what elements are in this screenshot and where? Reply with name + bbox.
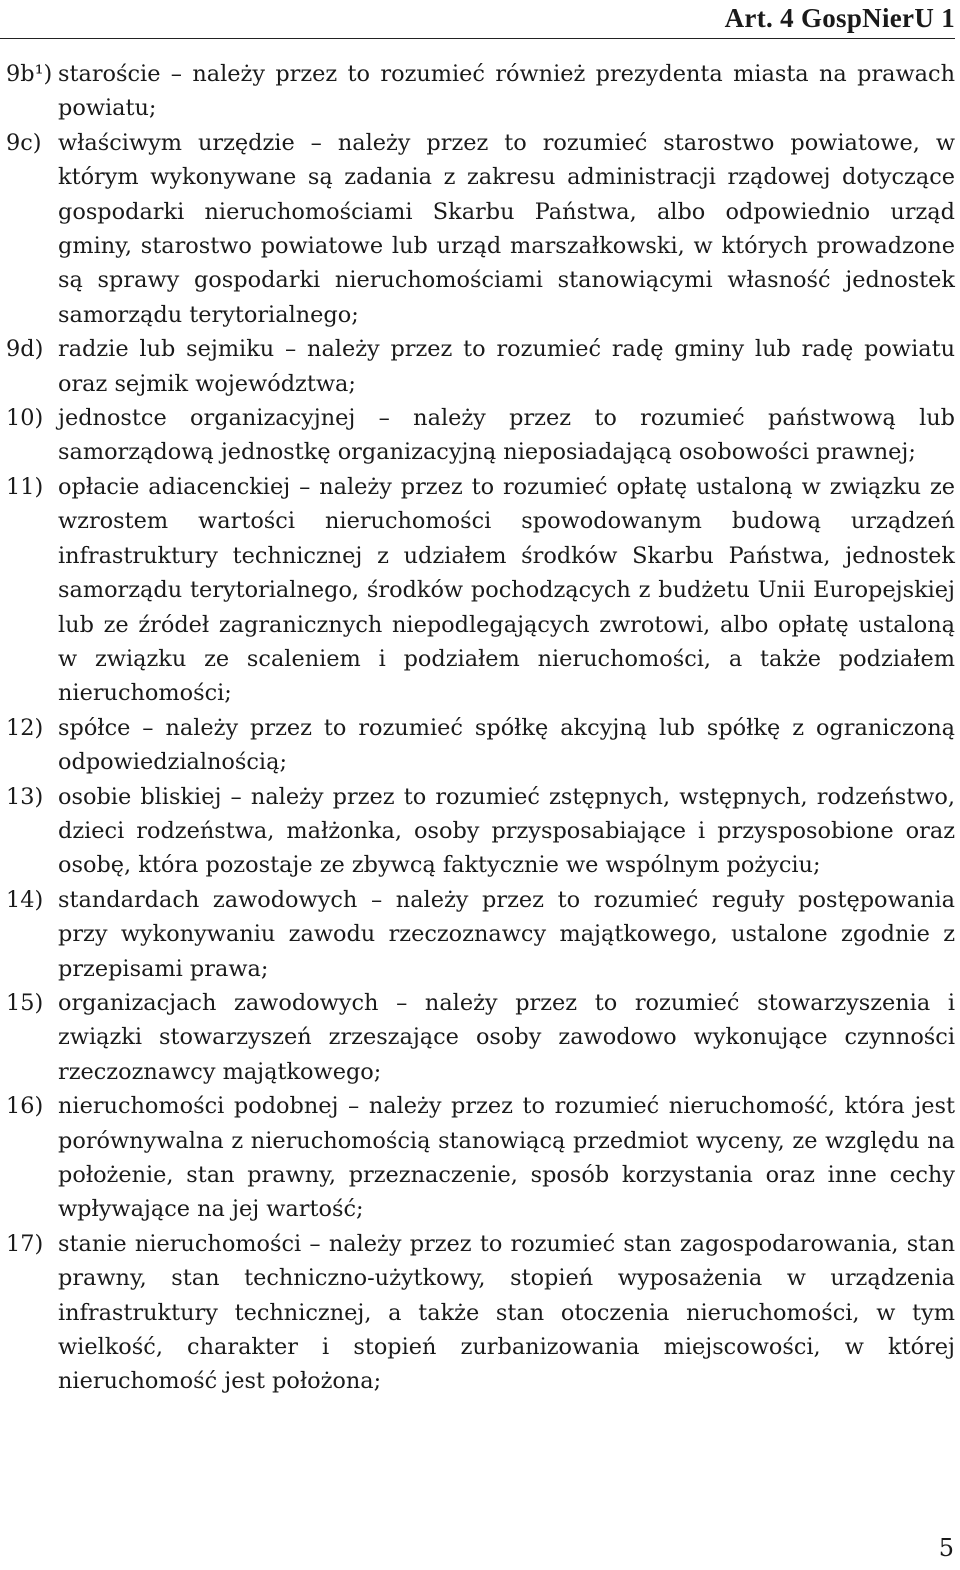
definition-number: 9c) [6, 129, 42, 156]
page-header-title: Art. 4 GospNierU 1 [724, 3, 955, 33]
definition-item [0, 126, 955, 332]
definition-text: nieruchomości podobnej – należy przez to rozumieć nieruchomość, która jest porównywalna z nieruchomością stanowiącą przedmiot wyceny, ze względu na położenie, stan prawny, przeznaczenie, sposób korzystania oraz inne cechy wpływające na jej wartość; [58, 1093, 955, 1223]
definition-text: staroście – należy przez to rozumieć również prezydenta miasta na prawach powiatu; [58, 61, 955, 122]
definition-text: stanie nieruchomości – należy przez to rozumieć stan zagospodarowania, stan prawny, stan techniczno-użytkowy, stopień wyposażenia w urządzenia infrastruktury technicznej, a także stan otoczenia nieruchomości, w tym wielkość, charakter i stopień zurbanizowania miejscowości, w której nieruchomość jest położona; [58, 1230, 955, 1395]
definition-text: opłacie adiacenckiej – należy przez to rozumieć opłatę ustaloną w związku ze wzrostem wartości nieruchomości spowodowanym budową urządzeń infrastruktury technicznej z udziałem środków Skarbu Państwa, jednostek samorządu terytorialnego, środków pochodzących z budżetu Unii Europejskiej lub ze źródeł zagranicznych niepodlegających zwrotowi, albo opłatę ustaloną w związku ze scaleniem i podziałem nieruchomości, a także podziałem nieruchomości; [58, 473, 955, 707]
definition-text: standardach zawodowych – należy przez to rozumieć reguły postępowania przy wykonywaniu zawodu rzeczoznawcy majątkowego, ustalone zgodnie z przepisami prawa; [58, 886, 955, 982]
definition-number: 17) [6, 1230, 44, 1257]
definition-item [0, 401, 955, 470]
definition-number: 11) [6, 473, 44, 500]
definition-item [0, 1089, 955, 1227]
page-header [0, 0, 955, 39]
definition-item [0, 883, 955, 986]
definition-number: 10) [6, 405, 44, 432]
definition-item [0, 780, 955, 883]
definition-number: 9b¹) [6, 61, 53, 87]
definition-text: spółce – należy przez to rozumieć spółkę akcyjną lub spółkę z ograniczoną odpowiedzialnością; [58, 714, 955, 776]
definition-text: osobie bliskiej – należy przez to rozumieć zstępnych, wstępnych, rodzeństwo, dzieci rodzeństwa, małżonka, osoby przysposabiające i przysposobione oraz osobę, która pozostaje ze zbywcą faktycznie we wspólnym pożyciu; [58, 783, 955, 879]
definition-item [0, 986, 955, 1089]
definition-item [0, 1227, 955, 1399]
definition-number: 13) [6, 783, 44, 810]
definition-number: 15) [6, 989, 44, 1016]
definition-item [0, 711, 955, 780]
page-number: 5 [938, 1534, 954, 1562]
definition-number: 16) [6, 1093, 44, 1120]
definition-number: 12) [6, 714, 44, 741]
definition-text: jednostce organizacyjnej – należy przez to rozumieć państwową lub samorządową jednostkę organizacyjną nieposiadającą osobowości prawnej; [58, 405, 955, 466]
definition-number: 14) [6, 886, 44, 913]
definition-text: właściwym urzędzie – należy przez to rozumieć starostwo powiatowe, w którym wykonywane są zadania z zakresu administracji rządowej dotyczące gospodarki nieruchomościami Skarbu Państwa, albo odpowiednio urząd gminy, starostwo powiatowe lub urząd marszałkowski, w których prowadzone są sprawy gospodarki nieruchomościami stanowiącymi własność jednostek samorządu terytorialnego; [58, 129, 955, 328]
definition-item [0, 332, 955, 401]
definition-item [0, 470, 955, 711]
definitions-list [0, 57, 955, 1399]
definition-number: 9d) [6, 336, 44, 363]
definition-item [0, 57, 955, 126]
definition-text: radzie lub sejmiku – należy przez to rozumieć radę gminy lub radę powiatu oraz sejmik województwa; [58, 336, 955, 397]
definition-text: organizacjach zawodowych – należy przez to rozumieć stowarzyszenia i związki stowarzyszeń zrzeszające osoby zawodowo wykonujące czynności rzeczoznawcy majątkowego; [58, 989, 955, 1085]
